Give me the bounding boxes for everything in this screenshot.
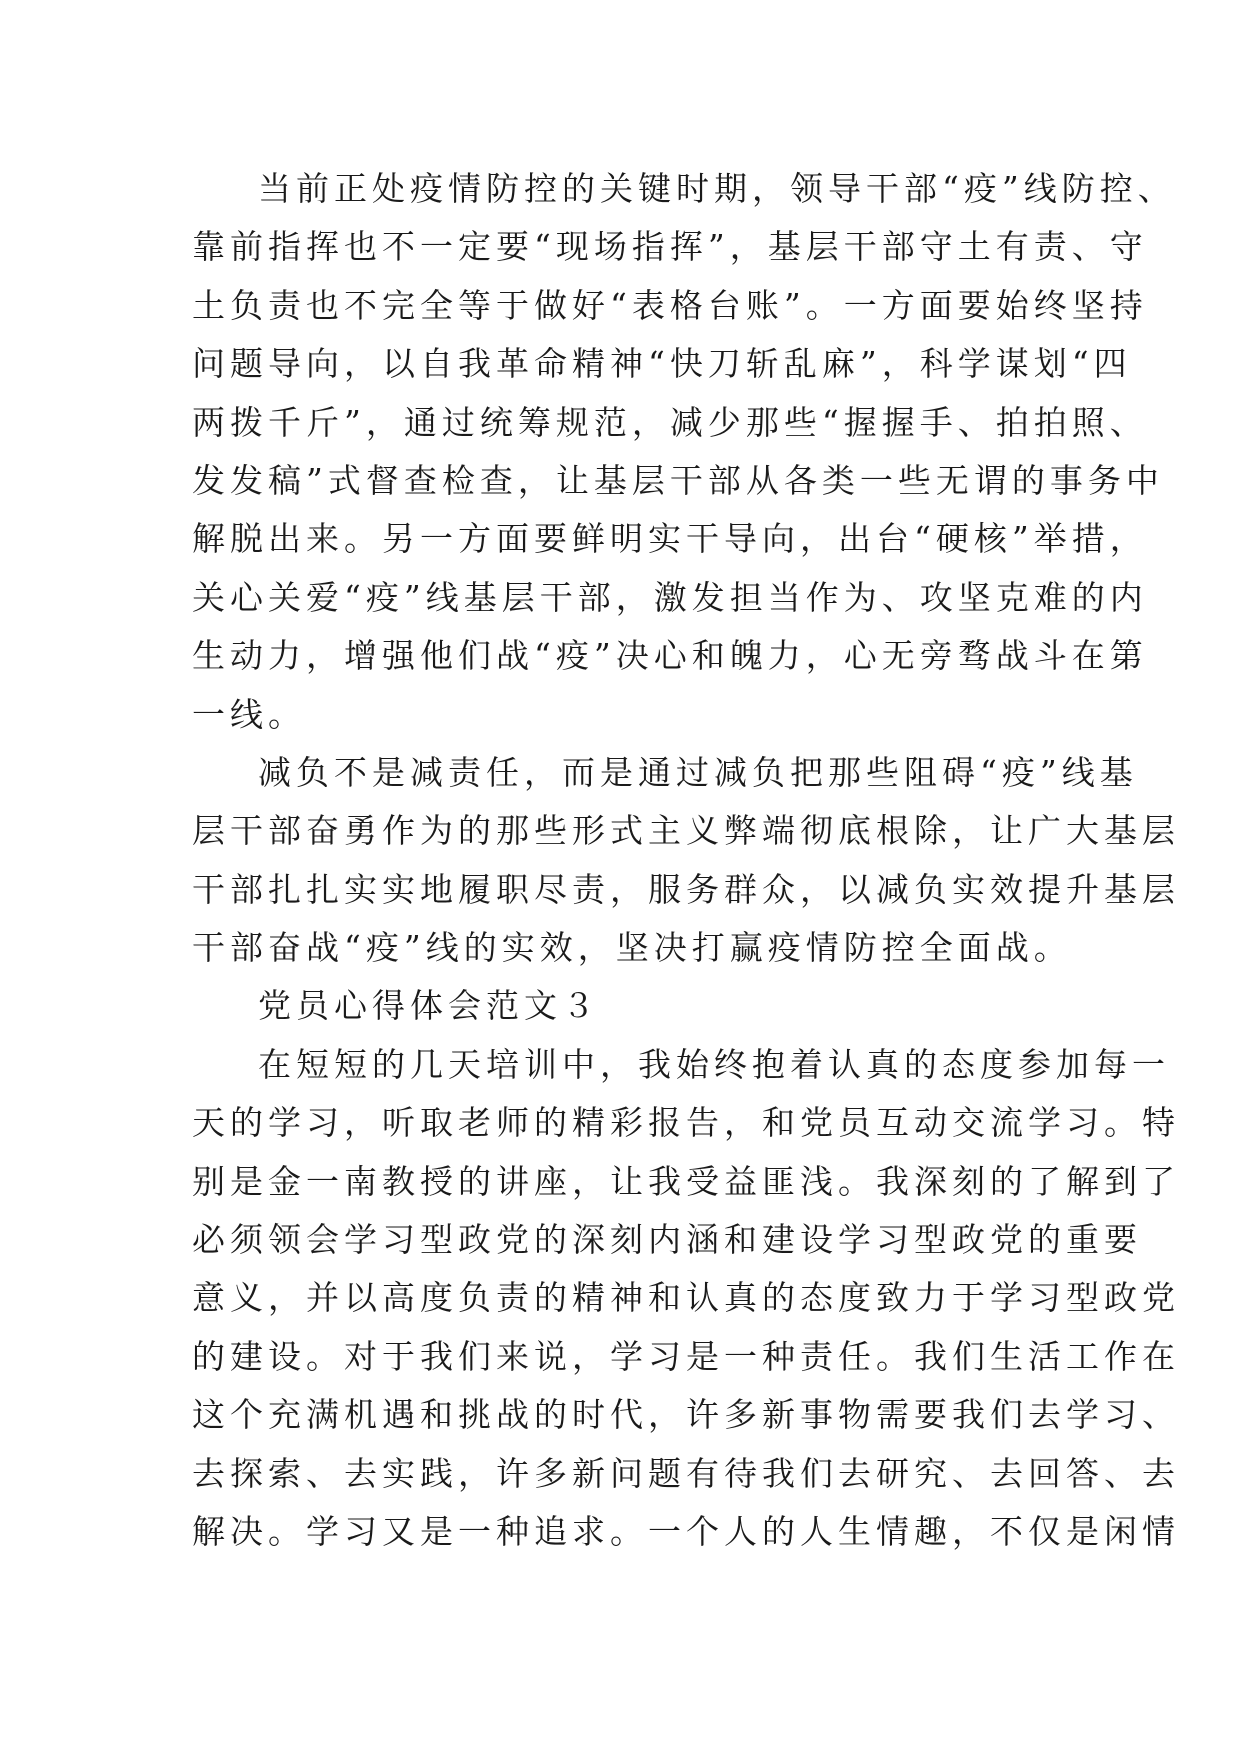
text-line: 减负不是减责任，而是通过减负把那些阻碍“疫”线基 <box>258 752 1138 792</box>
text-line: 的建设。对于我们来说，学习是一种责任。我们生活工作在 <box>192 1336 1180 1376</box>
text-line: 党员心得体会范文３ <box>258 986 600 1026</box>
body-text <box>192 160 1180 1561</box>
text-line: 两拨千斤”，通过统筹规范，减少那些“握握手、拍拍照、 <box>192 402 1148 442</box>
text-line: 发发稿”式督查检查，让基层干部从各类一些无谓的事务中 <box>192 460 1164 500</box>
text-line: 这个充满机遇和挑战的时代，许多新事物需要我们去学习、 <box>192 1395 1180 1435</box>
text-line: 生动力，增强他们战“疫”决心和魄力，心无旁骛战斗在第 <box>192 636 1148 676</box>
text-line: 一线。 <box>192 694 306 734</box>
text-line: 当前正处疫情防控的关键时期，领导干部“疫”线防控、 <box>258 169 1176 208</box>
text-line: 必须领会学习型政党的深刻内涵和建设学习型政党的重要 <box>192 1220 1142 1260</box>
text-line: 去探索、去实践，许多新问题有待我们去研究、去回答、去 <box>192 1453 1180 1493</box>
text-line: 解决。学习又是一种追求。一个人的人生情趣，不仅是闲情 <box>192 1511 1180 1551</box>
text-line: 问题导向，以自我革命精神“快刀斩乱麻”，科学谋划“四 <box>192 344 1132 384</box>
text-line: 解脱出来。另一方面要鲜明实干导向，出台“硬核”举措， <box>192 519 1148 559</box>
text-line: 干部奋战“疫”线的实效，坚决打赢疫情防控全面战。 <box>192 928 1072 968</box>
text-line: 靠前指挥也不一定要“现场指挥”，基层干部守土有责、守 <box>192 227 1148 267</box>
text-line: 意义，并以高度负责的精神和认真的态度致力于学习型政党 <box>192 1278 1180 1318</box>
text-line: 干部扎扎实实地履职尽责，服务群众，以减负实效提升基层 <box>192 869 1180 909</box>
text-line: 层干部奋勇作为的那些形式主义弊端彻底根除，让广大基层 <box>192 811 1180 851</box>
text-line: 天的学习，听取老师的精彩报告，和党员互动交流学习。特 <box>192 1103 1180 1143</box>
text-line: 别是金一南教授的讲座，让我受益匪浅。我深刻的了解到了 <box>192 1161 1180 1201</box>
text-line: 关心关爱“疫”线基层干部，激发担当作为、攻坚克难的内 <box>192 577 1148 617</box>
text-line: 土负责也不完全等于做好“表格台账”。一方面要始终坚持 <box>192 285 1148 325</box>
text-line: 在短短的几天培训中，我始终抱着认真的态度参加每一 <box>258 1044 1170 1084</box>
